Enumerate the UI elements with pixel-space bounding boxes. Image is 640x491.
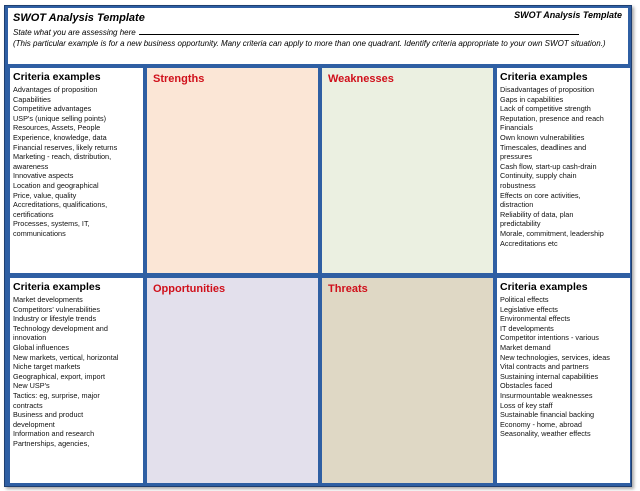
criteria-item: Tactics: eg, surprise, major [13,390,100,400]
criteria-item: robustness [500,180,536,190]
quadrant-title-weaknesses: Weaknesses [328,73,394,85]
criteria-item: Niche target markets [13,362,81,372]
criteria-item: Accreditations, qualifications, [13,200,108,210]
criteria-item: distraction [500,200,534,210]
quadrant-threats[interactable] [322,278,493,483]
criteria-item: Business and product [13,410,84,420]
header-note: (This particular example is for a new business opportunity. Many criteria can apply to more than one quadrant. Identify criteria appropriate to your own SWOT situation.) [13,39,606,48]
criteria-title: Criteria examples [500,71,588,83]
criteria-item: Competitor intentions - various [500,333,599,343]
criteria-item: Experience, knowledge, data [13,132,107,142]
criteria-item: Continuity, supply chain [500,171,577,181]
quadrant-title-strengths: Strengths [153,73,205,85]
criteria-opportunities [10,278,143,483]
criteria-item: Advantages of proposition [13,85,98,94]
criteria-item: Political effects [500,295,549,304]
criteria-item: Market developments [13,295,83,304]
criteria-item: Reliability of data, plan [500,209,574,219]
criteria-item: Innovative aspects [13,171,74,181]
header-title-right: SWOT Analysis Template [514,10,622,20]
criteria-item: Competitive advantages [13,104,92,114]
assess-label: State what you are assessing here [13,28,136,37]
quadrant-weaknesses[interactable] [322,68,493,273]
criteria-item: Vital contracts and partners [500,362,589,372]
criteria-item: predictability [500,219,541,229]
criteria-item: Economy - home, abroad [500,419,582,429]
criteria-item: certifications [13,209,54,219]
quadrant-title-opportunities: Opportunities [153,283,226,295]
quadrant-title-threats: Threats [328,283,368,295]
criteria-item: Capabilities [13,94,51,104]
criteria-item: awareness [13,161,49,171]
quadrant-opportunities[interactable] [147,278,318,483]
criteria-item: pressures [500,152,533,162]
criteria-item: Resources, Assets, People [13,123,101,133]
criteria-item: Effects on core activities, [500,190,581,200]
criteria-item: contracts [13,400,43,410]
assess-row [13,27,579,37]
criteria-title: Criteria examples [13,281,101,293]
criteria-strengths [10,68,143,273]
criteria-list [500,295,630,439]
criteria-item: Disadvantages of proposition [500,85,595,94]
criteria-weaknesses [497,68,630,273]
criteria-item: Sustainable financial backing [500,410,595,420]
criteria-list [13,295,143,449]
criteria-item: Geographical, export, import [13,371,106,381]
criteria-item: New markets, vertical, horizontal [13,352,119,362]
criteria-item: Timescales, deadlines and [500,142,587,152]
criteria-item: Own known vulnerabilities [500,132,585,142]
criteria-item: development [13,419,55,429]
criteria-item: Lack of competitive strength [500,104,591,114]
criteria-item: Obstacles faced [500,381,553,391]
criteria-item: Marketing - reach, distribution, [13,152,112,162]
criteria-item: Competitors' vulnerabilities [13,304,100,314]
criteria-item: Loss of key staff [500,400,553,410]
criteria-list [500,85,630,248]
criteria-item: Industry or lifestyle trends [13,314,97,324]
criteria-item: Seasonality, weather effects [500,429,591,439]
criteria-item: Insurmountable weaknesses [500,390,593,400]
criteria-item: New USP's [13,381,50,391]
assess-input-line[interactable] [139,27,579,35]
criteria-item: Partnerships, agencies, [13,438,90,448]
page-title: SWOT Analysis Template [13,12,145,24]
criteria-item: Sustaining internal capabilities [500,371,599,381]
criteria-item: Cash flow, start-up cash-drain [500,161,597,171]
quadrant-strengths[interactable] [147,68,318,273]
criteria-item: Information and research [13,429,95,439]
criteria-item: Location and geographical [13,180,99,190]
criteria-title: Criteria examples [500,281,588,293]
criteria-item: IT developments [500,323,554,333]
criteria-item: Financials [500,123,533,133]
criteria-item: Price, value, quality [13,190,77,200]
criteria-item: communications [13,228,66,238]
criteria-item: Legislative effects [500,304,558,314]
criteria-item: Reputation, presence and reach [500,113,604,123]
criteria-item: Processes, systems, IT, [13,219,90,229]
criteria-item: innovation [13,333,47,343]
criteria-item: Global influences [13,342,69,352]
criteria-threats [497,278,630,483]
criteria-item: USP's (unique selling points) [13,113,107,123]
criteria-item: Financial reserves, likely returns [13,142,118,152]
criteria-item: Gaps in capabilities [500,94,564,104]
criteria-item: Market demand [500,342,551,352]
criteria-item: Morale, commitment, leadership [500,228,604,238]
criteria-item: Technology development and [13,323,108,333]
criteria-title: Criteria examples [13,71,101,83]
criteria-item: Accreditations etc [500,238,558,248]
criteria-item: New technologies, services, ideas [500,352,610,362]
criteria-item: Environmental effects [500,314,571,324]
criteria-list [13,85,143,239]
header-panel [8,8,628,64]
